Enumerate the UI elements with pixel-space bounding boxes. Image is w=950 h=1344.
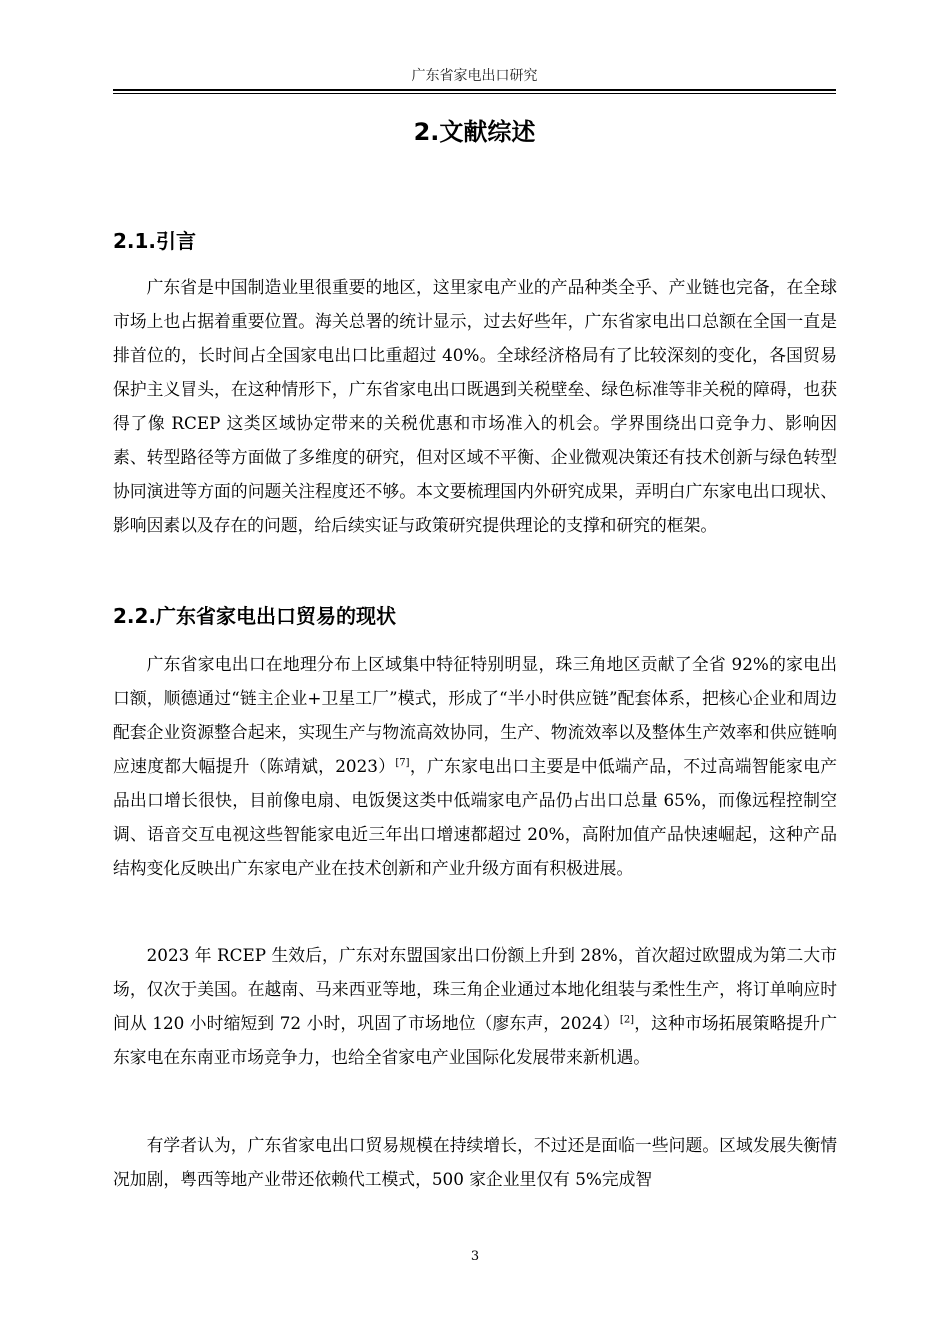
paragraph-regional-distribution	[113, 647, 837, 885]
paragraph-problems: 有学者认为，广东省家电出口贸易规模在持续增长，不过还是面临一些问题。区域发展失衡情况加剧，粤西等地产业带还依赖代工模式，500 家企业里仅有 5%完成智	[113, 1135, 837, 1189]
paragraph-text: ，广东家电出口主要是中低端产品，不过高端智能家电产品出口增长很快，目前像电扇、电饭煲这类中低端家电产品仍占出口总量 65%，而像远程控制空调、语音交互电视这些智能家电近三年出口增速都超过 20%，高附加值产品快速崛起，这种产品结构变化反映出广东家电产业在技术创新和产业升级方面有积极进展。	[113, 756, 837, 878]
section-title-introduction: 2.1.引言	[113, 229, 197, 253]
section-title-export-status: 2.2.广东省家电出口贸易的现状	[113, 604, 397, 628]
citation-marker: [2]	[619, 1014, 635, 1026]
page-number: 3	[470, 1249, 480, 1264]
paragraph-text: 2023 年 RCEP 生效后，广东对东盟国家出口份额上升到 28%，首次超过欧盟成为第二大市场，仅次于美国。在越南、马来西亚等地，珠三角企业通过本地化组装与柔性生产，将订单响应时间从 120 小时缩短到 72 小时，巩固了市场地位（廖东声，2024）	[113, 945, 837, 1033]
paragraph-text: ，这种市场拓展策略提升广东家电在东南亚市场竞争力，也给全省家电产业国际化发展带来新机遇。	[113, 1013, 837, 1067]
paragraph-introduction: 广东省是中国制造业里很重要的地区，这里家电产业的产品种类全乎、产业链也完备，在全球市场上也占据着重要位置。海关总署的统计显示，过去好些年，广东省家电出口总额在全国一直是排首位的，长时间占全国家电出口比重超过 40%。全球经济格局有了比较深刻的变化，各国贸易保护主义冒头，在这种情形下，广东省家电出口既遇到关税壁垒、绿色标准等非关税的障碍，也获得了像 RCEP 这类区域协定带来的关税优惠和市场准入的机会。学界围绕出口竞争力、影响因素、转型路径等方面做了多维度的研究，但对区域不平衡、企业微观决策还有技术创新与绿色转型协同演进等方面的问题关注程度还不够。本文要梳理国内外研究成果，弄明白广东家电出口现状、影响因素以及存在的问题，给后续实证与政策研究提供理论的支撑和研究的框架。	[113, 277, 837, 535]
running-header: 广东省家电出口研究	[411, 68, 538, 84]
chapter-title: 2.文献综述	[413, 118, 536, 146]
citation-marker: [7]	[395, 757, 410, 769]
paragraph-rcep-market	[113, 938, 837, 1074]
paragraph-text: 广东省家电出口在地理分布上区域集中特征特别明显，珠三角地区贡献了全省 92%的家电出口额，顺德通过“链主企业+卫星工厂”模式，形成了“半小时供应链”配套体系，把核心企业和周边配套企业资源整合起来，实现生产与物流高效协同，生产、物流效率以及整体生产效率和供应链响应速度都大幅提升（陈靖斌，2023）	[113, 654, 837, 776]
header-rule-thin	[113, 93, 836, 94]
header-rule-thick	[113, 89, 836, 91]
